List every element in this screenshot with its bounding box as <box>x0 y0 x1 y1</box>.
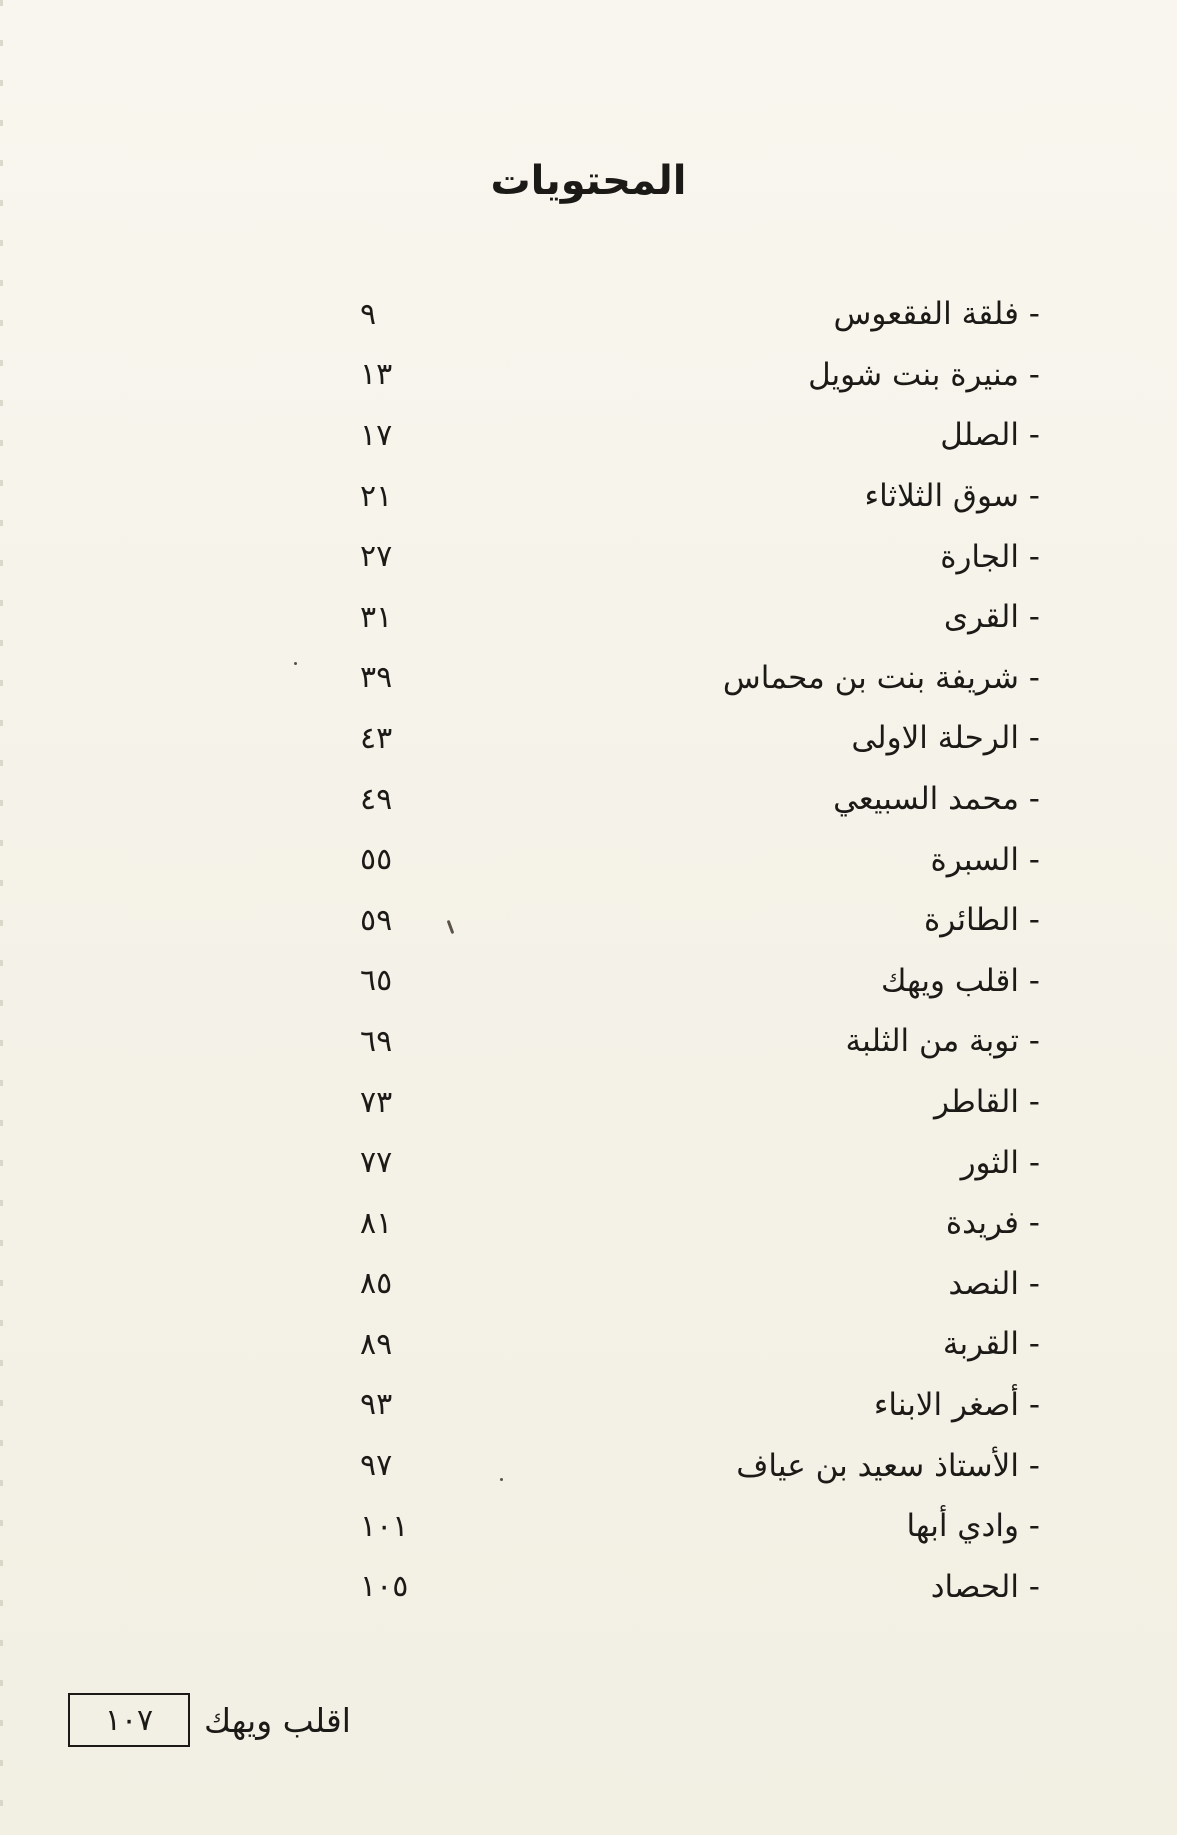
toc-entry-title: - وادي أبها <box>906 1508 1040 1545</box>
toc-entry-title: - محمد السبيعي <box>833 781 1040 818</box>
toc-entry-page: ٣٩ <box>360 660 393 696</box>
toc-entry-title: - توبة من الثلبة <box>845 1023 1040 1060</box>
toc-entry-title: - الأستاذ سعيد بن عياف <box>736 1447 1040 1484</box>
toc-entry <box>340 466 1040 527</box>
toc-entry <box>340 951 1040 1012</box>
toc-entry-title: - النصد <box>948 1265 1040 1302</box>
toc-entry-page: ٧٧ <box>360 1145 393 1181</box>
toc-entry-title: - الصلل <box>940 417 1040 454</box>
page-footer <box>68 1693 351 1747</box>
toc-entry-page: ٢٧ <box>360 539 393 575</box>
toc-entry-page: ٩٣ <box>360 1387 393 1423</box>
toc-entry <box>340 708 1040 769</box>
toc-entry-page: ٤٣ <box>360 720 393 756</box>
toc-entry <box>340 1254 1040 1315</box>
table-of-contents <box>340 284 1040 1617</box>
toc-entry <box>340 1011 1040 1072</box>
toc-entry-title: - فريدة <box>945 1205 1040 1242</box>
toc-entry-page: ٩٧ <box>360 1448 393 1484</box>
toc-entry-title: - السبرة <box>930 841 1040 878</box>
toc-entry <box>340 1435 1040 1496</box>
toc-entry-page: ٤٩ <box>360 781 393 817</box>
toc-entry <box>340 526 1040 587</box>
toc-entry-page: ٨٩ <box>360 1326 393 1362</box>
toc-entry <box>340 1072 1040 1133</box>
toc-entry <box>340 1375 1040 1436</box>
toc-entry-page: ٨١ <box>360 1205 393 1241</box>
toc-entry-page: ٥٩ <box>360 902 393 938</box>
toc-entry-title: - شريفة بنت بن محماس <box>722 659 1040 696</box>
toc-entry <box>340 648 1040 709</box>
toc-entry-page: ١٧ <box>360 417 393 453</box>
toc-entry <box>340 1132 1040 1193</box>
toc-entry <box>340 890 1040 951</box>
toc-entry-page: ١٣ <box>360 357 393 393</box>
toc-entry-title: - الطائرة <box>924 902 1040 939</box>
toc-entry-title: - الرحلة الاولى <box>851 720 1040 757</box>
page-number-box <box>68 1693 190 1747</box>
toc-entry-title: - القاطر <box>933 1084 1040 1121</box>
toc-entry <box>340 1496 1040 1557</box>
toc-entry-title: - الثور <box>960 1144 1040 1181</box>
toc-entry-title: - القربة <box>942 1326 1040 1363</box>
toc-entry-page: ٦٥ <box>360 963 393 999</box>
toc-entry-page: ٩ <box>360 296 377 332</box>
toc-entry-title: - الجارة <box>940 538 1040 575</box>
toc-entry-title: - فلقة الفقعوس <box>833 296 1040 333</box>
toc-entry <box>340 345 1040 406</box>
toc-entry-page: ٨٥ <box>360 1266 393 1302</box>
page-number: ١٠٧ <box>104 1702 154 1738</box>
toc-entry <box>340 587 1040 648</box>
toc-entry-page: ٦٩ <box>360 1023 393 1059</box>
toc-entry <box>340 829 1040 890</box>
running-title: اقلب ويهك <box>204 1700 351 1740</box>
toc-entry <box>340 284 1040 345</box>
toc-entry-title: - الحصاد <box>930 1568 1040 1605</box>
toc-entry-title: - سوق الثلاثاء <box>864 478 1040 515</box>
toc-entry-page: ١٠١ <box>360 1508 409 1544</box>
toc-entry-page: ٣١ <box>360 599 393 635</box>
toc-entry-title: - اقلب ويهك <box>880 962 1040 999</box>
toc-entry-title: - أصغر الابناء <box>873 1386 1040 1423</box>
toc-entry <box>340 1314 1040 1375</box>
toc-entry-page: ٢١ <box>360 478 393 514</box>
toc-entry-title: - منيرة بنت شويل <box>808 356 1040 393</box>
toc-entry <box>340 769 1040 830</box>
toc-entry-page: ١٠٥ <box>360 1569 409 1605</box>
ink-speck <box>500 1478 503 1481</box>
page-edge <box>0 0 3 1835</box>
ink-speck <box>294 662 297 665</box>
toc-entry <box>340 1193 1040 1254</box>
toc-entry <box>340 405 1040 466</box>
toc-entry-page: ٥٥ <box>360 842 393 878</box>
toc-entry <box>340 1556 1040 1617</box>
toc-entry-page: ٧٣ <box>360 1084 393 1120</box>
contents-heading: المحتويات <box>490 158 687 204</box>
toc-entry-title: - القرى <box>943 599 1040 636</box>
